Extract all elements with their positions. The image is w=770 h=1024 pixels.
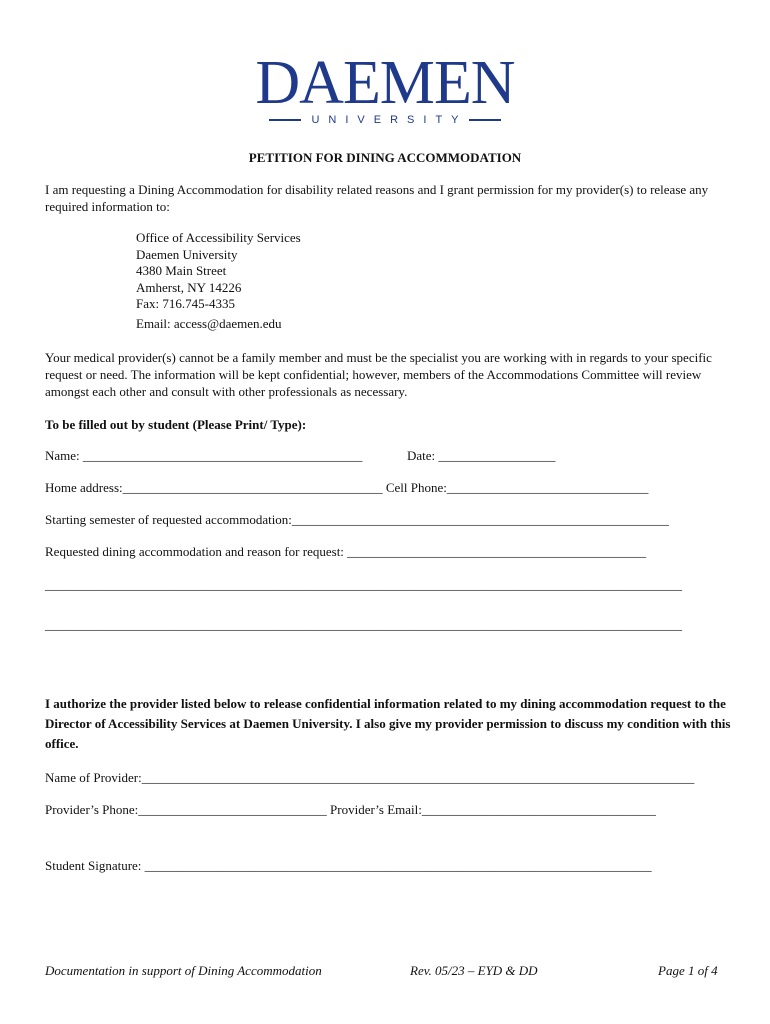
page-title: PETITION FOR DINING ACCOMMODATION <box>248 150 522 165</box>
home-address-field[interactable]: Home address:________________________________________ Cell Phone:_______________________________ <box>45 480 649 495</box>
intro-paragraph: I am requesting a Dining Accommodation for disability related reasons and I grant permission for my provider(s) to release any required information to: <box>45 182 709 214</box>
logo-rule-right <box>469 119 501 121</box>
logo-subtitle: UNIVERSITY <box>311 114 468 126</box>
address-line: Daemen University <box>136 246 238 262</box>
address-line: 4380 Main Street <box>136 263 227 278</box>
provider-contact-field[interactable]: Provider’s Phone:_____________________________ Provider’s Email:____________________________________ <box>45 802 656 817</box>
daemen-logo <box>255 49 515 126</box>
address-block <box>136 230 301 332</box>
authorization-paragraph: I authorize the provider listed below to release confidential information related to my dining accommodation request to the Director of Accessibility Services at Daemen University. I also give my provider permission to discuss my condition with this office. <box>45 696 731 751</box>
name-field[interactable]: Name: ___________________________________________ <box>45 448 363 463</box>
student-section-heading: To be filled out by student (Please Print/ Type): <box>45 417 307 432</box>
address-line: Email: access@daemen.edu <box>136 315 282 331</box>
reason-line-2[interactable]: __________________________________________________________________________________________________ <box>45 617 682 632</box>
address-line: Amherst, NY 14226 <box>136 279 242 295</box>
footer-center: Rev. 05/23 – EYD & DD <box>410 963 538 978</box>
reason-line-1[interactable]: __________________________________________________________________________________________________ <box>45 577 682 592</box>
accommodation-reason-field[interactable]: Requested dining accommodation and reason for request: ______________________________________________ <box>45 544 647 559</box>
provider-name-field[interactable]: Name of Provider:_____________________________________________________________________________________ <box>45 770 695 785</box>
semester-field[interactable]: Starting semester of requested accommodation:__________________________________________________________ <box>45 512 669 527</box>
footer-left: Documentation in support of Dining Accommodation <box>45 963 322 978</box>
logo-wordmark: DAEMEN <box>255 49 515 117</box>
footer-page-number: Page 1 of 4 <box>658 963 718 978</box>
student-signature-field[interactable]: Student Signature: ______________________________________________________________________________ <box>45 858 652 873</box>
address-line: Office of Accessibility Services <box>136 230 301 245</box>
address-line: Fax: 716.745-4335 <box>136 296 235 311</box>
logo-rule-left <box>269 119 301 121</box>
date-field[interactable]: Date: __________________ <box>407 448 556 463</box>
medical-provider-note: Your medical provider(s) cannot be a family member and must be the specialist you are working with in regards to your specific request or need. The information will be kept confidential; however, members of the Accommodations Committee will review amongst each other and consult with other professionals as necessary. <box>45 350 712 399</box>
